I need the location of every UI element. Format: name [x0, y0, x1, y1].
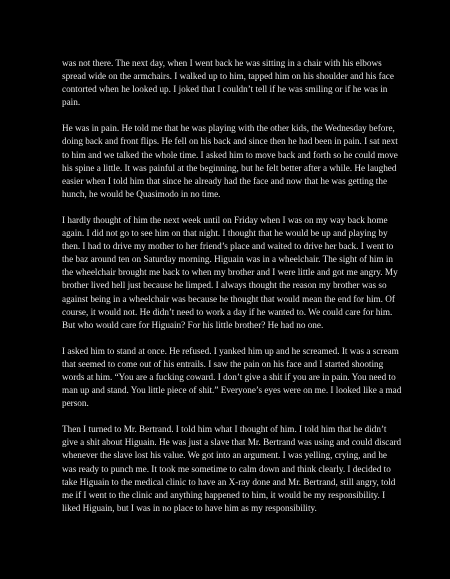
paragraph-4: I asked him to stand at once. He refused. I yanked him up and he screamed. It was a scream that seemed to come out of his entrails. I saw the pain on his face and I started shooting words at him. “You are a fucking coward. I don’t give a shit if you are in pain. You need to man up and stand. You little piece of shit.” Everyone’s eyes were on me. I looked like a mad person.: [62, 345, 402, 409]
paragraph-5: Then I turned to Mr. Bertrand. I told him what I thought of him. I told him that he didn’t give a shit about Higuain. He was just a slave that Mr. Bertrand was using and could discard whenever the slave lost his value. We got into an argument. I was yelling, crying, and he was ready to punch me. It took me sometime to calm down and think clearly. I decided to take Higuain to the medical clinic to have an X-ray done and Mr. Bertrand, still angry, told me if I went to the clinic and anything happened to him, it would be my responsibility. I liked Higuain, but I was in no place to have him as my responsibility.: [62, 424, 402, 513]
paragraph-1: was not there. The next day, when I went back he was sitting in a chair with his elbows spread wide on the armchairs. I walked up to him, tapped him on his shoulder and his face contorted when he looked up. I joked that I couldn’t tell if he was smiling or if he was in pain.: [62, 58, 394, 108]
body-text: [62, 57, 402, 528]
paragraph-2: He was in pain. He told me that he was playing with the other kids, the Wednesday before, doing back and front flips. He fell on his back and since then he had been in pain. I sat next to him and we talked the whole time. I asked him to move back and forth so he could move his spine a little. It was painful at the beginning, but he felt better after a while. He laughed easier when I told him that since he already had the face and now that he was getting the hunch, he would be Quasimodo in no time.: [62, 123, 398, 199]
paragraph-3: I hardly thought of him the next week until on Friday when I was on my way back home again. I did not go to see him on that night. I thought that he would be up and playing by then. I had to drive my mother to her friend’s place and waited to drive her back. I went to the baz around ten on Saturday morning. Higuain was in a wheelchair. The sight of him in the wheelchair brought me back to when my brother and I were little and got me angry. My brother lived hell just because he limped. I always thought the reason my brother was so against being in a wheelchair was because he thought that would mean the end for him. Of course, it would not. He didn’t need to work a day if he wanted to. We could care for him. But who would care for Higuain? For his little brother? He had no one.: [62, 214, 398, 330]
